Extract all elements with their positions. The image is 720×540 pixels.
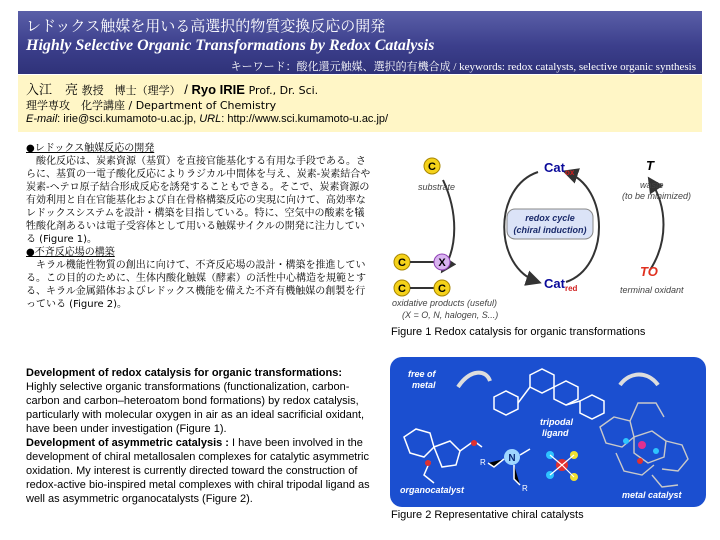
redox-cycle-label: redox cycle — [525, 213, 575, 223]
product-x-label: X — [438, 257, 446, 269]
metal-catalyst-n1 — [623, 438, 629, 444]
figure-2-caption: Figure 2 Representative chiral catalysts — [391, 509, 584, 521]
product-c3-label: C — [438, 283, 446, 295]
substrate-label: substrate — [418, 182, 456, 192]
jp-heading-asymmetric: ●不斉反応場の構築 — [26, 247, 115, 258]
metal-catalyst-metal — [638, 441, 646, 449]
author-name-en: Ryo IRIE — [191, 82, 245, 97]
organocatalyst-atom-1 — [471, 440, 477, 446]
metal-catalyst-o — [637, 458, 643, 464]
jp-paragraph-asymmetric: キラル機能性物質の創出に向けて、不斉反応場の設計・構築を推進している。この目的のために、生体内酸化触媒（酵素）の活性中心構造を規範とする、キラル金属錯体およびレドックス機能を備えた不斉有機触媒の創製を行っている (Figure 2)。 — [26, 260, 366, 310]
en-heading-asymmetric: Development of asymmetric catalysis : — [26, 437, 229, 449]
title-japanese: レドックス触媒を用いる高選択的物質変換反応の開発 — [26, 17, 386, 35]
keywords: キーワード：酸化還元触媒、選択的有機合成 / keywords: redox catalysts, selective organic synthesis — [230, 61, 696, 73]
waste-t-label: T — [646, 158, 654, 173]
author-separator: / — [184, 82, 188, 97]
terminal-oxidant-to: TO — [640, 264, 658, 279]
products-label: oxidative products (useful) — [392, 298, 498, 308]
url-link[interactable]: http://www.sci.kumamoto-u.ac.jp/ — [227, 113, 389, 125]
japanese-description — [26, 142, 372, 311]
cat-ox-label: Cat$_{ox}$ — [544, 160, 575, 177]
url-label: URL — [199, 113, 222, 125]
organocatalyst-atom-2 — [425, 460, 431, 466]
amine-n-label: N — [508, 453, 516, 464]
figure-2-chiral-catalysts — [390, 357, 706, 507]
products-note: (X = O, N, halogen, S...) — [402, 310, 499, 320]
author-box — [18, 75, 702, 132]
free-of-label: free of — [408, 369, 436, 379]
author-line — [26, 79, 318, 98]
cat-red-label: Cat$_{red}$ — [544, 276, 578, 293]
figure-1-caption: Figure 1 Redox catalysis for organic transformations — [391, 326, 646, 338]
ligand-label: ligand — [542, 428, 569, 438]
jp-heading-redox: ●レドックス触媒反応の開発 — [26, 143, 155, 154]
waste-label: waste — [640, 180, 664, 190]
contact-line: E-mail: irie@sci.kumamoto-u.ac.jp, URL: http://www.sci.kumamoto-u.ac.jp/ — [26, 113, 389, 125]
author-title-en: Prof., Dr. Sci. — [248, 84, 319, 97]
author-title-jp: 教授 博士（理学） — [81, 84, 181, 97]
english-description — [26, 366, 378, 506]
chiral-induction-label: (chiral induction) — [513, 225, 587, 235]
organocatalyst-label: organocatalyst — [400, 485, 465, 495]
product-c2-label: C — [398, 283, 406, 295]
metal-label: metal — [412, 380, 436, 390]
r-group-2: R — [522, 484, 528, 493]
figure-1-redox-cycle — [388, 142, 706, 322]
terminal-oxidant-label: terminal oxidant — [620, 285, 684, 295]
metal-catalyst-n2 — [653, 448, 659, 454]
tripodal-label: tripodal — [540, 417, 573, 427]
en-paragraph-asymmetric: I have been involved in the development of chiral metallosalen complexes for catalytic asymmetric oxidation. My interest is currently directed toward the construction of redox-active bio-inspired metal complexes with chiral tripodal ligand as well as asymmetric organocatalysts (Figure 2). — [26, 437, 370, 505]
metal-catalyst-label: metal catalyst — [622, 490, 682, 500]
en-heading-redox: Development of redox catalysis for organic transformations: — [26, 367, 343, 379]
title-english: Highly Selective Organic Transformations by Redox Catalysis — [26, 37, 435, 54]
product-c1-label: C — [398, 257, 406, 269]
jp-paragraph-redox: 酸化反応は、炭素資源（基質）を直接官能基化する有用な手段である。さらに、基質の一電子酸化反応によりラジカル中間体を与え、炭素-炭素結合や炭素-ヘテロ原子結合形成反応を誘発することもできる。そこで、炭素資源の有効利用と自在官能基化および自在骨格構築反応の実現に向けて、高効率なレドックスシステムを設計・構築を目指している。特に、空気中の酸素を犠牲酸化剤あるいは電子受容体として用いる触媒サイクルの開発に注力している (Figure 1)。 — [26, 156, 371, 245]
en-paragraph-redox: Highly selective organic transformations (functionalization, carbon-carbon and carbon–heteroatom bond formations) by redox catalysis, particularly with molecular oxygen in air as an ideal sacrificial oxidant, have been under investigation (Figure 1). — [26, 381, 365, 435]
r-group-1: R — [480, 458, 486, 467]
email-link[interactable]: irie@sci.kumamoto-u.ac.jp — [63, 113, 194, 125]
email-label: E-mail — [26, 113, 58, 125]
substrate-c-label: C — [428, 161, 436, 173]
author-name-jp: 入江 亮 — [26, 83, 79, 98]
department: 理学専攻 化学講座 / Department of Chemistry — [26, 99, 277, 112]
waste-note: (to be minimized) — [622, 191, 692, 201]
header-banner — [18, 11, 702, 74]
